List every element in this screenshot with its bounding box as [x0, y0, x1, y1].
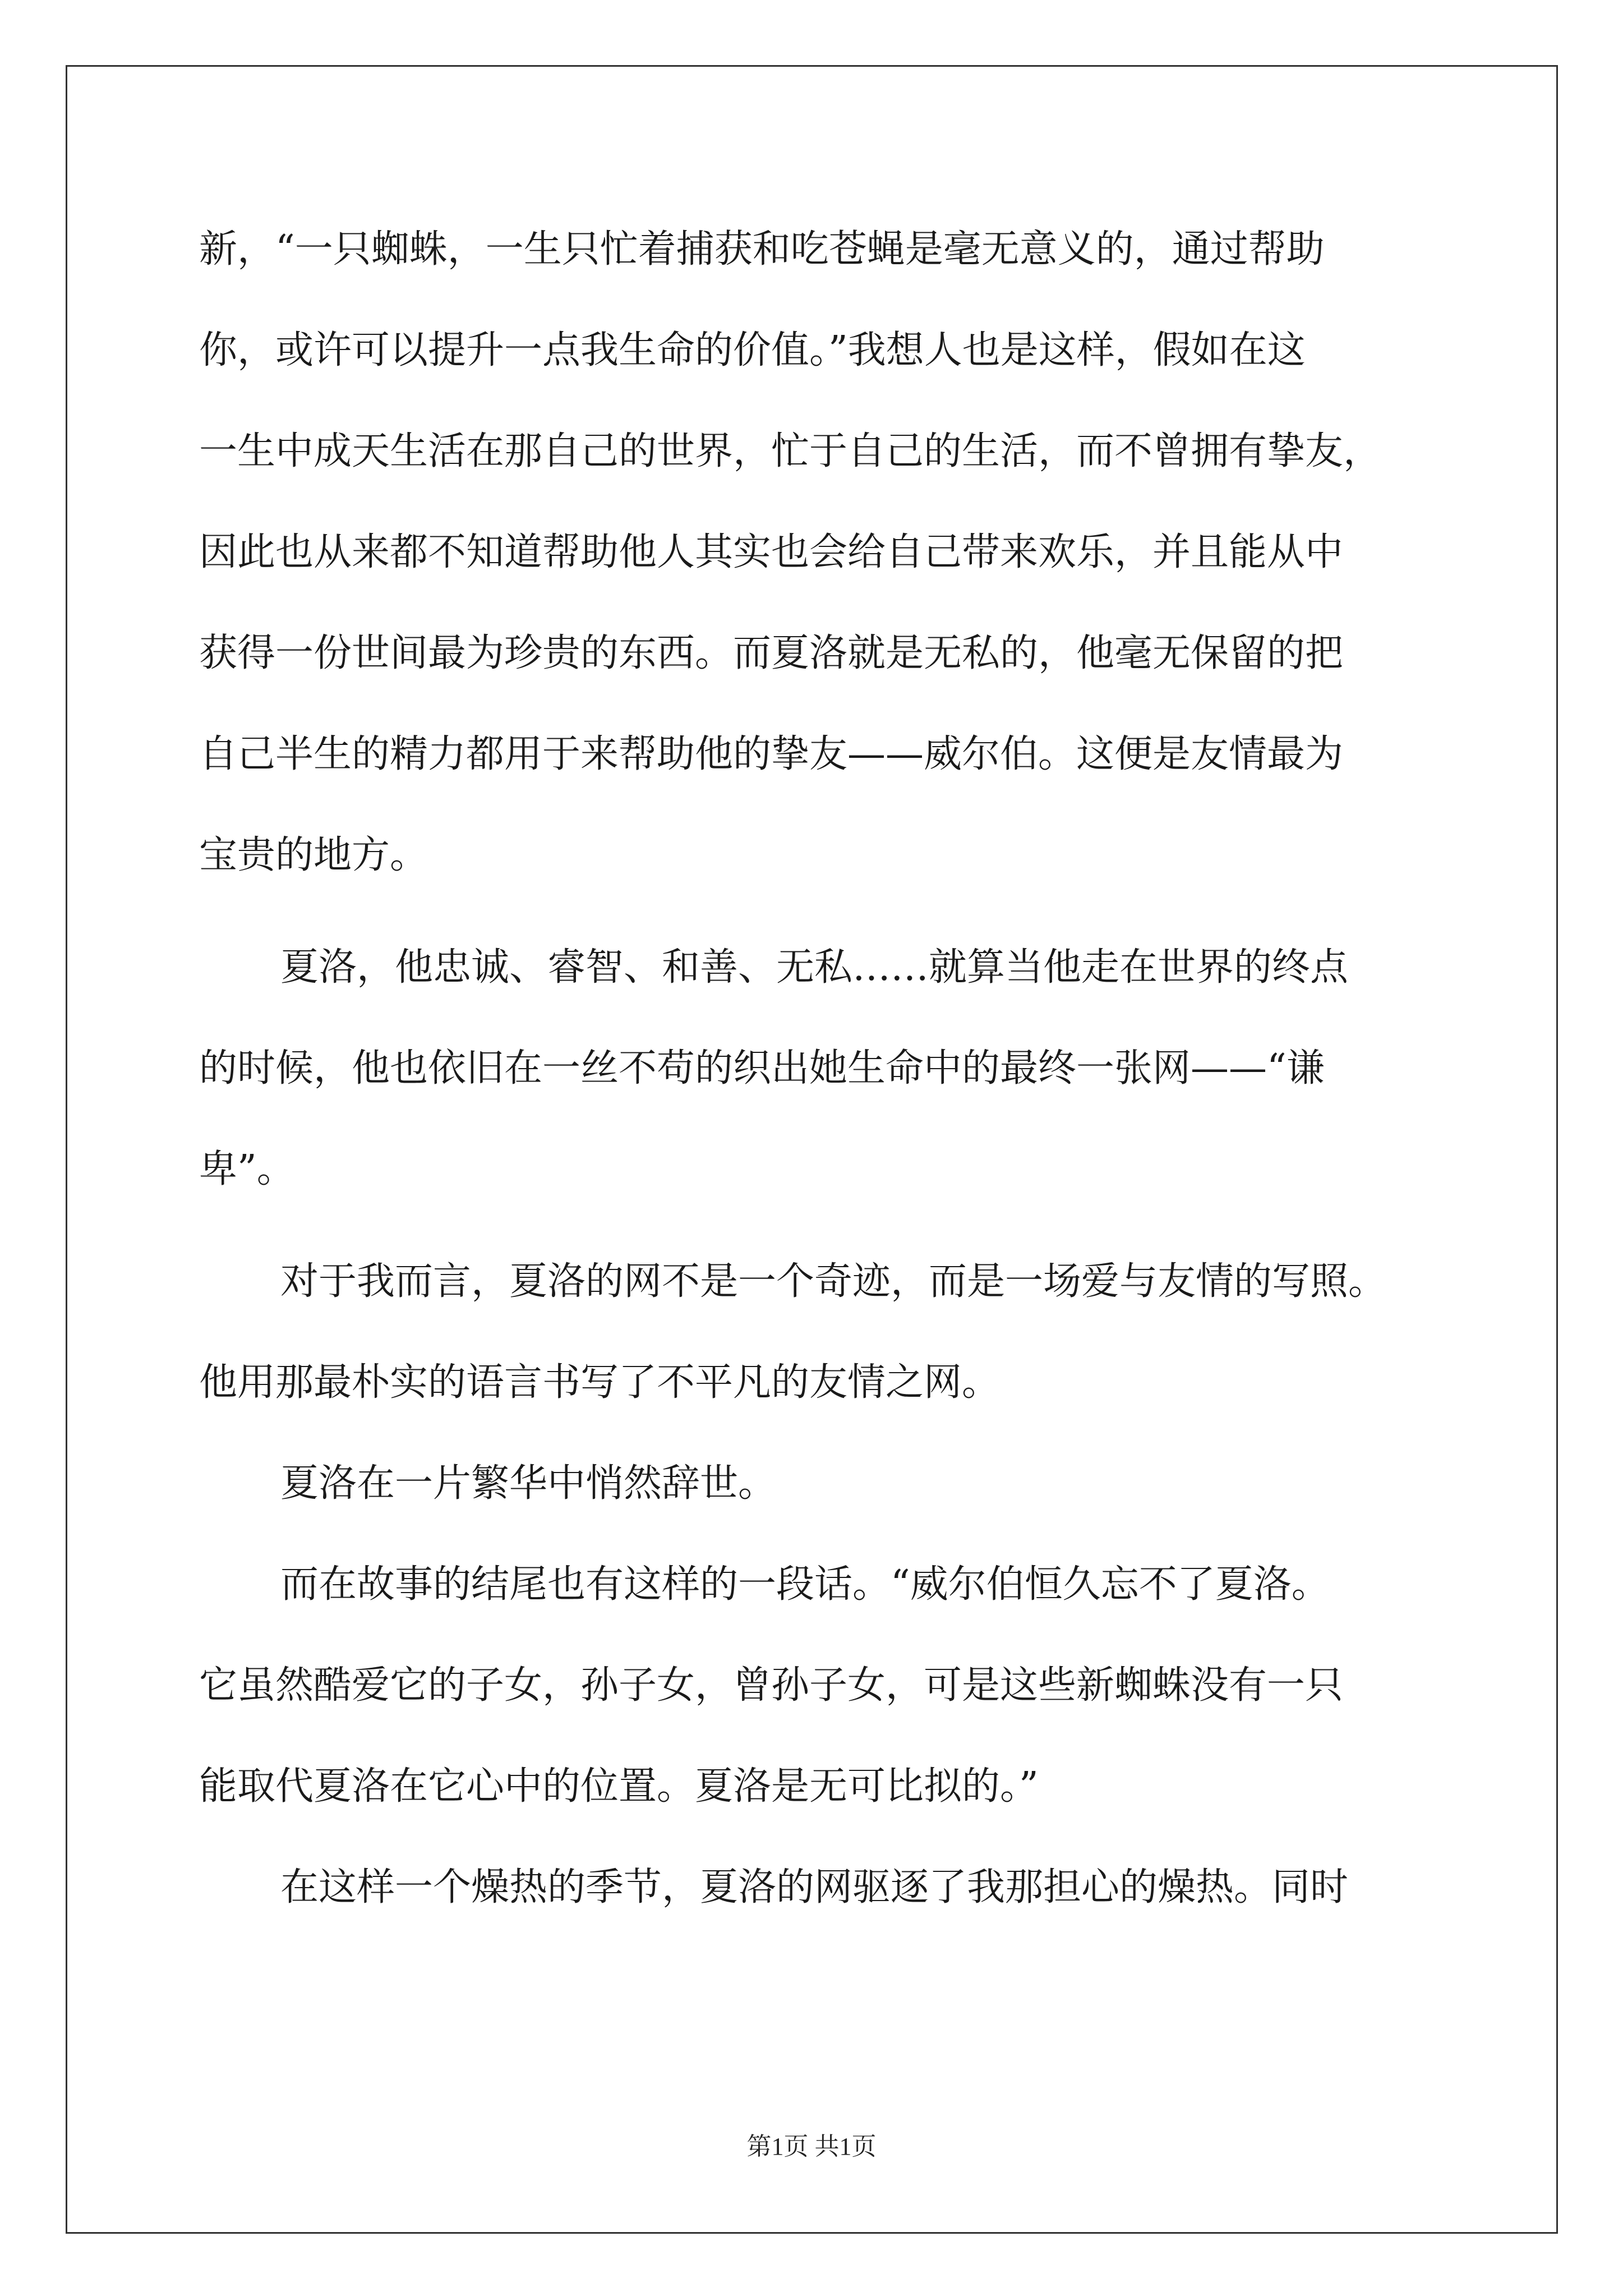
text-line: 它虽然酷爱它的子女，孙子女，曾孙子女，可是这些新蜘蛛没有一只	[199, 1663, 1344, 1708]
text-line: 卑”。	[199, 1147, 295, 1191]
text-line: 获得一份世间最为珍贵的东西。而夏洛就是无私的，他毫无保留的把	[199, 631, 1344, 675]
text-line: 夏洛，他忠诚、睿智、和善、无私……就算当他走在世界的终点	[280, 945, 1349, 990]
text-line: 在这样一个燥热的季节，夏洛的网驱逐了我那担心的燥热。同时	[280, 1865, 1349, 1910]
text-line: 对于我而言，夏洛的网不是一个奇迹，而是一场爱与友情的写照。	[280, 1259, 1387, 1304]
text-line: 宝贵的地方。	[199, 833, 428, 877]
text-line: 新，“一只蜘蛛，一生只忙着捕获和吃苍蝇是毫无意义的，通过帮助	[199, 227, 1325, 272]
text-line: 夏洛在一片繁华中悄然辞世。	[280, 1461, 777, 1506]
text-line: 因此也从来都不知道帮助他人其实也会给自己带来欢乐，并且能从中	[199, 530, 1344, 574]
text-line: 而在故事的结尾也有这样的一段话。“威尔伯恒久忘不了夏洛。	[280, 1562, 1330, 1607]
text-line: 能取代夏洛在它心中的位置。夏洛是无可比拟的。”	[199, 1764, 1039, 1809]
page-footer: 第1页 共1页	[746, 2133, 877, 2160]
text-line: 他用那最朴实的语言书写了不平凡的友情之网。	[199, 1360, 1000, 1405]
text-line: 的时候，他也依旧在一丝不苟的织出她生命中的最终一张网——“谦	[199, 1046, 1325, 1091]
text-line: 自己半生的精力都用于来帮助他的挚友——威尔伯。这便是友情最为	[199, 732, 1344, 776]
text-line: 一生中成天生活在那自己的世界，忙于自己的生活，而不曾拥有挚友，	[199, 429, 1382, 473]
text-line: 你，或许可以提升一点我生命的价值。”我想人也是这样，假如在这	[199, 328, 1306, 372]
